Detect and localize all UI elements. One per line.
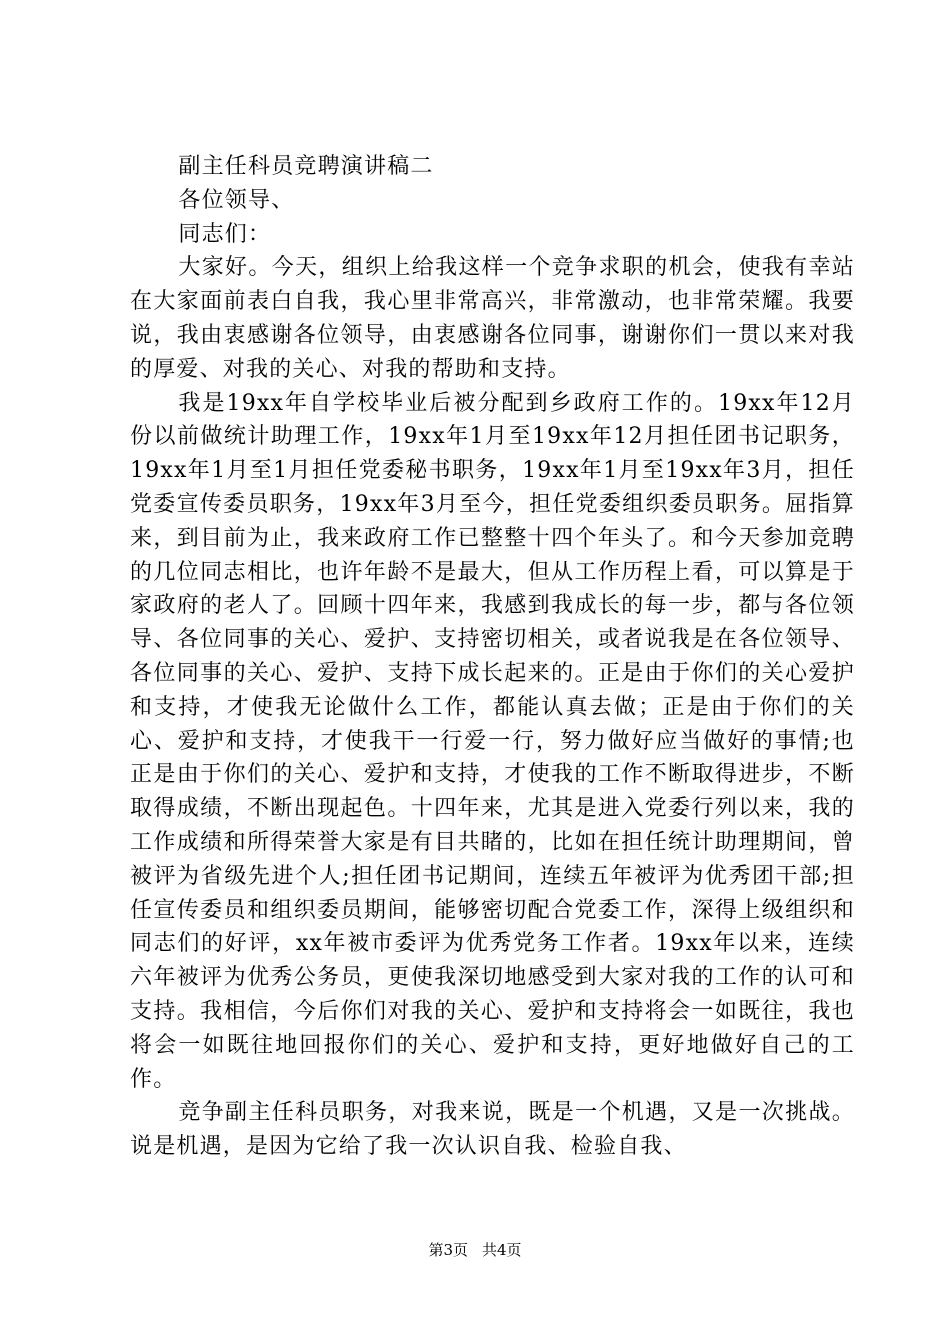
document-title: 副主任科员竞聘演讲稿二 [178,154,434,179]
paragraph-career: 我是19xx年自学校毕业后被分配到乡政府工作的。19xx年12月份以前做统计助理工作，19xx年1月至19xx年12月担任团书记职务，19xx年1月至1月担任党委秘书职务，19xx年1月至19xx年3月，担任党委宣传委员职务，19xx年3月至今，担任党委组织委员职务。屈指算来，到目前为止，我来政府工作已整整十四个年头了。和今天参加竞聘的几位同志相比，也许年龄不是最大，但从工作历程上看，可以算是于家政府的老人了。回顾十四年来，我感到我成长的每一步，都与各位领导、各位同事的关心、爱护、支持密切相关，或者说我是在各位领导、各位同事的关心、爱护、支持下成长起来的。正是由于你们的关心爱护和支持，才使我无论做什么工作，都能认真去做；正是由于你们的关心、爱护和支持，才使我干一行爱一行，努力做好应当做好的事情;也正是由于你们的关心、爱护和支持，才使我的工作不断取得进步，不断取得成绩，不断出现起色。十四年来，尤其是进入党委行列以来，我的工作成绩和所得荣誉大家是有目共睹的，比如在担任统计助理期间，曾被评为省级先进个人;担任团书记期间，连续五年被评为优秀团干部;担任宣传委员和组织委员期间，能够密切配合党委工作，深得上级组织和同志们的好评，xx年被市委评为优秀党务工作者。19xx年以来，连续六年被评为优秀公务员，更使我深切地感受到大家对我的工作的认可和支持。我相信，今后你们对我的关心、爱护和支持将会一如既往，我也将会一如既往地回报你们的关心、爱护和支持，更好地做好自己的工作。 [130,390,855,1092]
paragraph-challenge: 竞争副主任科员职务，对我来说，既是一个机遇，又是一次挑战。说是机遇，是因为它给了我一次认识自我、检验自我、 [130,1100,855,1160]
salutation-leaders: 各位领导、 [178,187,295,213]
document-body [130,150,855,1164]
page-footer [0,1240,950,1260]
paragraph-greeting: 大家好。今天，组织上给我这样一个竞争求职的机会，使我有幸站在大家面前表白自我，我心里非常高兴，非常激动，也非常荣耀。我要说，我由衷感谢各位领导，由衷感谢各位同事，谢谢你们一贯以来对我的厚爱、对我的关心、对我的帮助和支持。 [130,255,855,382]
page-number: 第3页 [428,1241,468,1259]
page-total: 共4页 [482,1241,522,1259]
salutation-comrades: 同志们： [178,221,272,247]
